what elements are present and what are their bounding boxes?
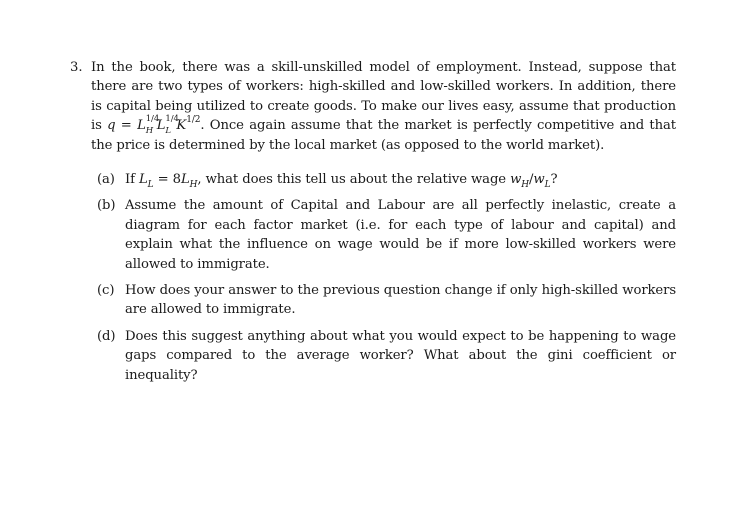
sub-question-label: (a)	[97, 172, 115, 188]
intro-text-2: . Once again assume that the market is perfectly competitive and that the price is determined by the local market (as opposed to the world market).	[91, 118, 676, 153]
part-a-text-3: ?	[550, 172, 558, 188]
part-a-math-LL	[138, 172, 154, 190]
eq-K: K	[176, 118, 187, 134]
sub-question-label: (c)	[97, 283, 115, 299]
sub-question-label: (d)	[97, 328, 116, 344]
problem-number: 3.	[70, 60, 83, 75]
math-w: w	[533, 172, 545, 188]
eq-exp-2: 1/4	[165, 114, 179, 125]
eq-LL-scripts	[165, 114, 179, 137]
sub-questions	[70, 170, 676, 385]
part-a-text-1: If	[125, 172, 139, 188]
sub-question-b	[70, 196, 676, 274]
eq-L-H: L	[137, 118, 146, 134]
math-L: L	[138, 172, 148, 188]
math-sub: L	[544, 179, 551, 190]
sub-question-a	[70, 170, 676, 189]
problem-3	[70, 58, 676, 392]
math-slash: /	[529, 172, 534, 188]
part-a-math-LH	[180, 172, 198, 190]
part-a-text-2: , what does this tell us about the relative wage	[197, 172, 511, 188]
math-sub: H	[521, 179, 530, 190]
eq-sub-H: H	[145, 126, 154, 137]
sub-question-d	[70, 327, 676, 385]
sub-question-label: (b)	[97, 198, 116, 214]
intro-text-1: In the book, there was a skill-unskilled model of employment. Instead, suppose that there are two types of workers: high-skilled and low-skilled workers. In addition, there is capital being utilized to create goods. To make our lives easy, assume that production is	[91, 60, 676, 134]
eq-exp-half: 1/2	[186, 114, 201, 125]
eq-sub-L: L	[165, 126, 171, 137]
sub-question-c	[70, 281, 676, 320]
part-a-math-eq: = 8	[153, 172, 181, 188]
eq-equals: =	[115, 118, 138, 134]
sub-question-text: Does this suggest anything about what you would expect to be happening to wage gaps compared to the average worker? What about the gini coefficient or inequality?	[125, 328, 676, 383]
eq-q: q	[107, 118, 116, 134]
production-equation	[107, 114, 201, 137]
sub-question-text: Assume the amount of Capital and Labour are all perfectly inelastic, create a diagram for each factor market (i.e. for each type of labour and capital) and explain what the influence on wage would be if more low-skilled workers were allowed to immigrate.	[125, 198, 676, 272]
math-L: L	[180, 172, 190, 188]
sub-question-text: How does your answer to the previous question change if only high-skilled workers are allowed to immigrate.	[125, 283, 676, 318]
math-w: w	[510, 172, 522, 188]
math-sub: H	[189, 179, 198, 190]
part-a-math-wage-ratio	[510, 172, 551, 190]
eq-L-L: L	[156, 118, 166, 134]
math-sub: L	[147, 179, 154, 190]
problem-intro	[91, 58, 676, 155]
eq-LH-scripts	[145, 114, 160, 137]
eq-exp-1: 1/4	[145, 114, 160, 125]
